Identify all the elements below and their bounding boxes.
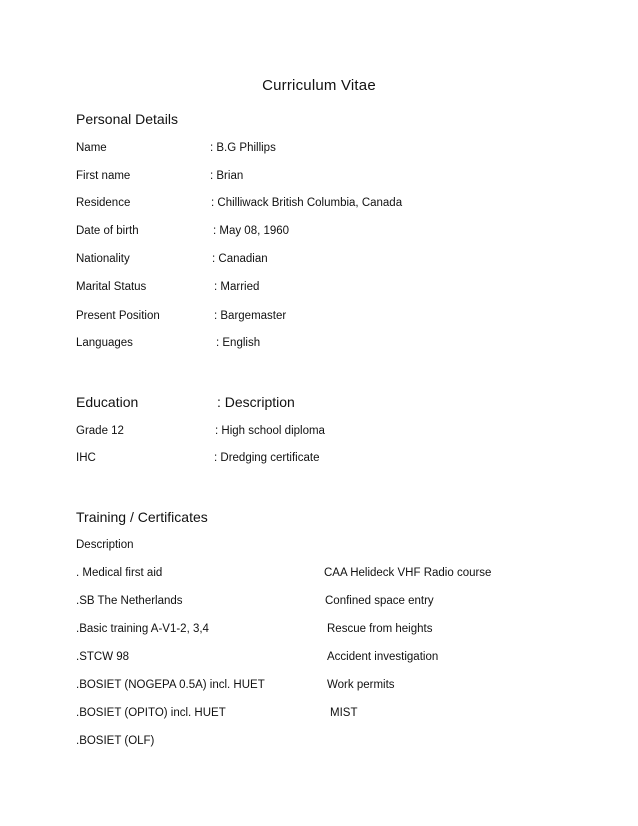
education-label: IHC <box>76 452 96 464</box>
cert-row <box>0 568 638 584</box>
personal-value: : English <box>216 337 261 349</box>
cert-item-right: Rescue from heights <box>327 623 433 635</box>
cert-item-left: . Medical first aid <box>76 567 163 579</box>
cert-item-left: .BOSIET (OLF) <box>76 735 155 747</box>
personal-label: Residence <box>76 197 131 209</box>
education-row-grade-12 <box>0 426 638 442</box>
personal-details-heading: Personal Details <box>76 111 178 127</box>
personal-row-languages <box>0 338 638 354</box>
personal-value: : May 08, 1960 <box>213 225 290 237</box>
personal-value: : Bargemaster <box>214 310 287 322</box>
cert-item-right: Accident investigation <box>327 651 439 663</box>
education-value: : High school diploma <box>215 425 325 437</box>
education-row-ihc <box>0 453 638 469</box>
personal-label: Marital Status <box>76 281 147 293</box>
cert-item-left: .Basic training A-V1-2, 3,4 <box>76 623 209 635</box>
personal-value: : Married <box>214 281 260 293</box>
education-value: : Dredging certificate <box>214 452 320 464</box>
personal-value: : Canadian <box>212 253 268 265</box>
personal-label: Present Position <box>76 310 160 322</box>
cert-row <box>0 624 638 640</box>
personal-row-marital-status <box>0 282 638 298</box>
cert-row <box>0 736 638 752</box>
personal-row-residence <box>0 198 638 214</box>
education-label: Grade 12 <box>76 425 124 437</box>
personal-value: : B.G Phillips <box>210 142 276 154</box>
cert-row <box>0 680 638 696</box>
personal-label: Name <box>76 142 107 154</box>
training-description-label: Description <box>76 539 134 551</box>
document-title: Curriculum Vitae <box>262 77 376 94</box>
personal-row-date-of-birth <box>0 226 638 242</box>
cert-row <box>0 652 638 668</box>
cert-item-right: Work permits <box>327 679 395 691</box>
personal-row-name <box>0 143 638 159</box>
personal-label: First name <box>76 170 131 182</box>
education-heading: Education <box>76 394 139 410</box>
personal-label: Languages <box>76 337 133 349</box>
cert-row <box>0 596 638 612</box>
personal-value: : Chilliwack British Columbia, Canada <box>211 197 403 209</box>
personal-row-first-name <box>0 171 638 187</box>
cert-item-left: .SB The Netherlands <box>76 595 183 607</box>
personal-value: : Brian <box>210 170 244 182</box>
personal-label: Date of birth <box>76 225 139 237</box>
cert-item-left: .BOSIET (OPITO) incl. HUET <box>76 707 226 719</box>
personal-row-present-position <box>0 311 638 327</box>
cert-item-right: MIST <box>330 707 358 719</box>
cert-item-right: Confined space entry <box>325 595 434 607</box>
cert-item-right: CAA Helideck VHF Radio course <box>324 567 492 579</box>
cert-item-left: .BOSIET (NOGEPA 0.5A) incl. HUET <box>76 679 265 691</box>
education-description-heading: : Description <box>217 394 295 410</box>
personal-label: Nationality <box>76 253 130 265</box>
training-heading: Training / Certificates <box>76 509 208 525</box>
cert-row <box>0 708 638 724</box>
personal-row-nationality <box>0 254 638 270</box>
cert-item-left: .STCW 98 <box>76 651 130 663</box>
